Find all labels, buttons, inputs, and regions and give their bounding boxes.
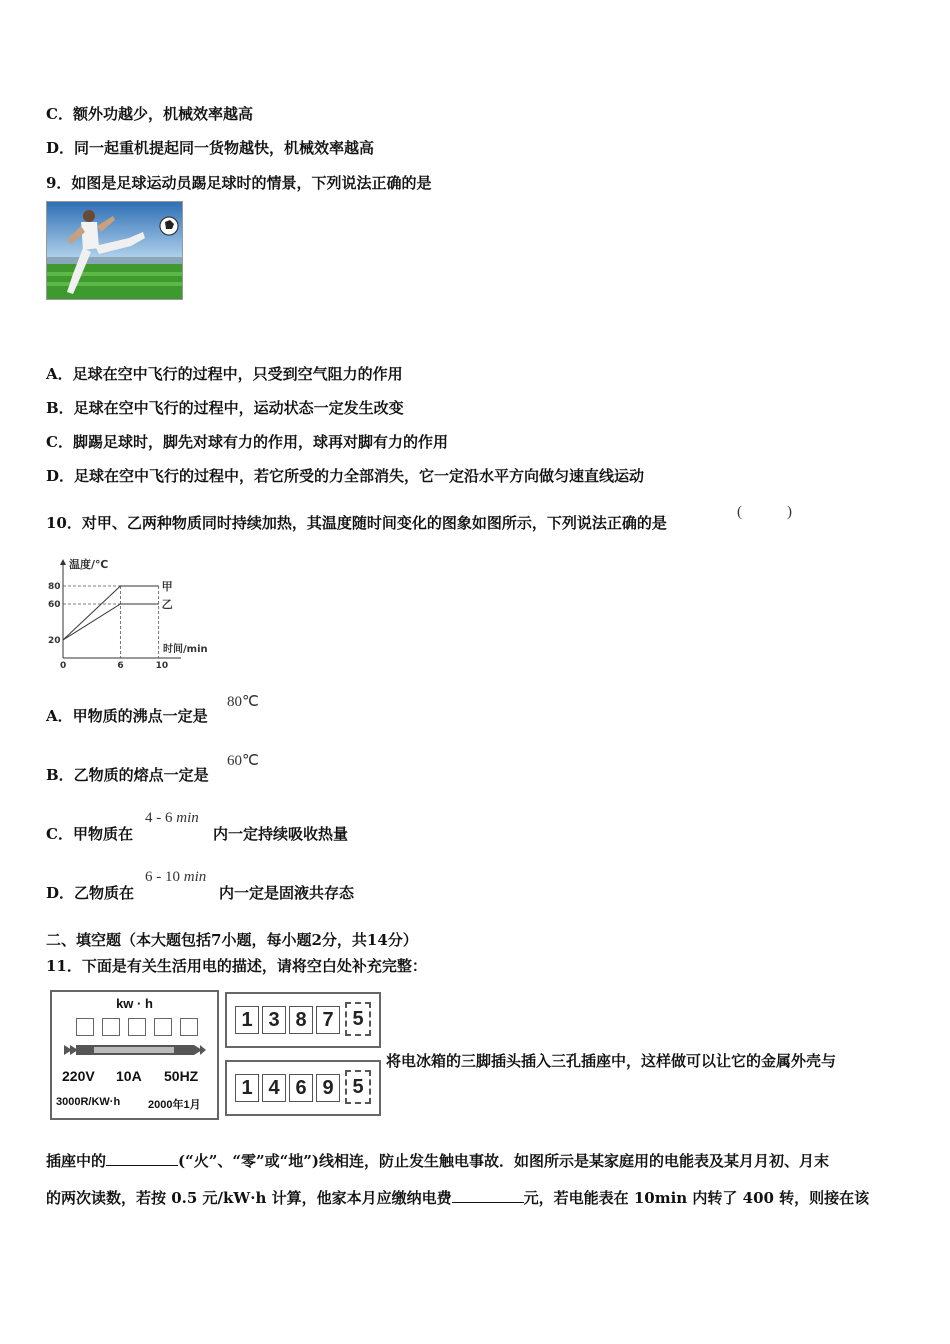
q10-option-c-range-unit: min xyxy=(176,810,199,826)
q10-option-b-text: B．乙物质的熔点一定是 xyxy=(46,766,209,784)
series-label: 甲 xyxy=(161,580,173,593)
q10-option-d-range-unit: min xyxy=(183,869,207,885)
electric-meter xyxy=(50,990,219,1120)
q10-option-c-range-num: 4 - 6 xyxy=(145,810,173,826)
meter-window xyxy=(102,1018,120,1036)
y-tick-label: 20 xyxy=(48,636,61,646)
x-tick-label: 10 xyxy=(155,661,169,670)
meter-spec-voltage: 220V xyxy=(62,1068,95,1084)
reading-end-box xyxy=(225,1060,381,1116)
meter-window xyxy=(128,1018,146,1036)
q10-stem: 10．对甲、乙两种物质同时持续加热，其温度随时间变化的图象如图所示，下列说法正确的是 xyxy=(46,514,667,532)
q10-option-d-post: 内一定是固液共存态 xyxy=(219,884,355,902)
reading-start-digit: 3 xyxy=(262,1006,286,1034)
reading-start-decimal-digit: 5 xyxy=(345,1002,371,1036)
x-axis-label: 时间/min xyxy=(163,644,208,655)
reading-end-digit: 6 xyxy=(289,1074,313,1102)
q10-option-c xyxy=(46,823,133,844)
q10-option-a-text: A．甲物质的沸点一定是 xyxy=(46,707,208,725)
series-label: 乙 xyxy=(161,598,173,611)
q11-line-3-post: 元，若电能表在 10min 内转了 400 转，则接在该 xyxy=(523,1189,870,1207)
q11-line-3 xyxy=(46,1187,869,1208)
q10-option-a xyxy=(46,705,208,726)
meter-spec-date: 2000年1月 xyxy=(148,1099,201,1111)
q11-line-2-post: (“火”、“零”或“地”)线相连，防止发生触电事故．如图所示是某家庭用的电能表及某月月初、月末 xyxy=(178,1152,829,1170)
q10-option-d-range xyxy=(145,869,206,886)
q10-paren: ( ) xyxy=(737,504,792,520)
temperature-time-chart xyxy=(40,555,230,670)
reading-end-digit: 1 xyxy=(235,1074,259,1102)
meter-window xyxy=(76,1018,94,1036)
q10-option-b xyxy=(46,764,209,785)
q9-option-c: C．脚踢足球时，脚先对球有力的作用，球再对脚有力的作用 xyxy=(46,433,448,451)
reading-end-decimal-digit: 5 xyxy=(345,1070,371,1104)
x-tick-label: 6 xyxy=(117,661,124,670)
series-line-乙 xyxy=(63,604,159,640)
q9-option-b: B．足球在空中飞行的过程中，运动状态一定发生改变 xyxy=(46,399,404,417)
y-axis-label: 温度/℃ xyxy=(69,558,109,571)
q10-option-c-range xyxy=(145,810,199,827)
q9-option-d: D．足球在空中飞行的过程中，若它所受的力全部消失，它一定沿水平方向做匀速直线运动 xyxy=(46,467,645,485)
q11-line-2 xyxy=(46,1150,829,1171)
q11-line-2-pre: 插座中的 xyxy=(46,1152,107,1170)
q10-option-d-text: D．乙物质在 xyxy=(46,884,135,902)
soccer-player-photo xyxy=(46,201,183,300)
reading-start-digit: 7 xyxy=(316,1006,340,1034)
reading-end-digit: 9 xyxy=(316,1074,340,1102)
y-tick-label: 80 xyxy=(48,582,61,592)
q8-option-d: D．同一起重机提起同一货物越快，机械效率越高 xyxy=(46,139,375,157)
meter-spec-current: 10A xyxy=(116,1068,142,1084)
reading-end-digit: 4 xyxy=(262,1074,286,1102)
answer-blank[interactable] xyxy=(106,1165,178,1166)
meter-rotating-disc xyxy=(64,1042,206,1058)
reading-start-box xyxy=(225,992,381,1048)
reading-start-digit: 8 xyxy=(289,1006,313,1034)
q9-stem: 9．如图是足球运动员踢足球时的情景，下列说法正确的是 xyxy=(46,174,432,192)
q10-option-c-text: C．甲物质在 xyxy=(46,825,133,843)
meter-spec-frequency: 50HZ xyxy=(164,1068,199,1084)
answer-blank[interactable] xyxy=(452,1202,524,1203)
q11-text-right: 将电冰箱的三脚插头插入三孔插座中，这样做可以让它的金属外壳与 xyxy=(386,1052,837,1070)
meter-window xyxy=(180,1018,198,1036)
q10-option-c-post: 内一定持续吸收热量 xyxy=(213,825,349,843)
meter-unit-label: kw · h xyxy=(116,996,153,1011)
q10-option-d xyxy=(46,882,134,903)
q11-line-3-pre: 的两次读数，若按 0.5 元/kW·h 计算，他家本月应缴纳电费 xyxy=(46,1189,452,1207)
series-line-甲 xyxy=(63,586,159,640)
q8-option-c: C．额外功越少，机械效率越高 xyxy=(46,105,253,123)
x-tick-label: 0 xyxy=(60,661,67,670)
section-title: 二、填空题（本大题包括7小题，每小题2分，共14分） xyxy=(46,931,418,949)
q10-option-b-value: 60℃ xyxy=(227,753,259,769)
q9-option-a: A．足球在空中飞行的过程中，只受到空气阻力的作用 xyxy=(46,365,403,383)
q10-option-a-value: 80℃ xyxy=(227,694,259,710)
q11-stem: 11．下面是有关生活用电的描述，请将空白处补充完整： xyxy=(46,957,427,975)
reading-start-digit: 1 xyxy=(235,1006,259,1034)
meter-spec-revolutions: 3000R/KW·h xyxy=(56,1096,121,1108)
q10-option-d-range-num: 6 - 10 xyxy=(145,869,180,885)
meter-window xyxy=(154,1018,172,1036)
y-tick-label: 60 xyxy=(48,600,61,610)
y-axis-arrow xyxy=(60,559,66,565)
